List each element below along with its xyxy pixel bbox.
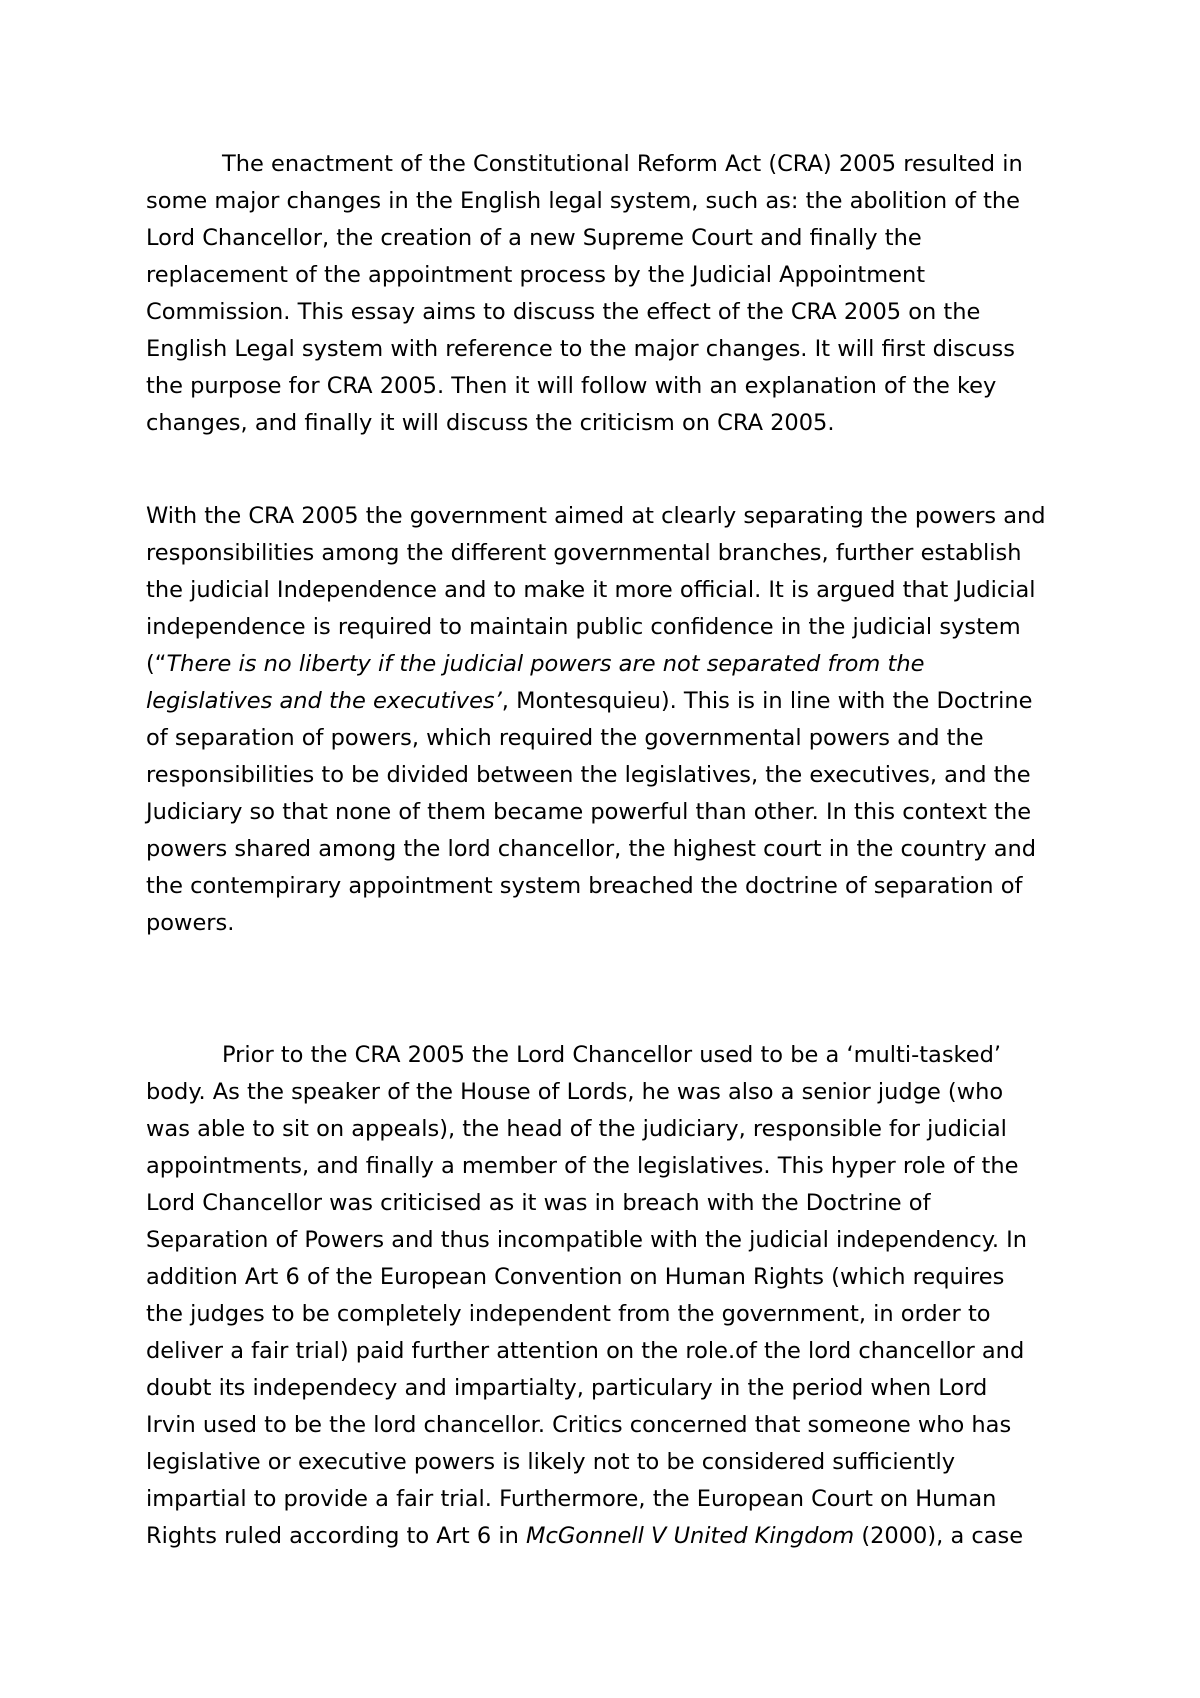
text-line: the purpose for CRA 2005. Then it will follow with an explanation of the key (146, 373, 997, 399)
text-line: doubt its independecy and impartialty, particulary in the period when Lord (146, 1375, 988, 1401)
text-line: the contempirary appointment system breached the doctrine of separation of (146, 873, 1023, 899)
text-line: some major changes in the English legal system, such as: the abolition of the (146, 188, 1020, 214)
text-line: addition Art 6 of the European Convention on Human Rights (which requires (146, 1264, 1005, 1290)
text-line: responsibilities to be divided between the legislatives, the executives, and the (146, 762, 1031, 788)
text-line: responsibilities among the different governmental branches, further establish (146, 540, 1022, 566)
text-line: The enactment of the Constitutional Reform Act (CRA) 2005 resulted in (222, 151, 1023, 177)
text-line: independence is required to maintain public confidence in the judicial system (146, 614, 1021, 640)
text-line: Irvin used to be the lord chancellor. Critics concerned that someone who has (146, 1412, 1012, 1438)
text-line: of separation of powers, which required the governmental powers and the (146, 725, 984, 751)
text-line: replacement of the appointment process by the Judicial Appointment (146, 262, 926, 288)
text-line: changes, and finally it will discuss the criticism on CRA 2005. (146, 410, 835, 436)
text-line: Separation of Powers and thus incompatible with the judicial independency. In (146, 1227, 1028, 1253)
text-line: powers. (146, 910, 235, 936)
text-run: Rights ruled according to Art 6 in (146, 1523, 527, 1549)
text-line: appointments, and finally a member of the legislatives. This hyper role of the (146, 1153, 1019, 1179)
text-line: English Legal system with reference to the major changes. It will first discuss (146, 336, 1015, 362)
text-line: Commission. This essay aims to discuss the effect of the CRA 2005 on the (146, 299, 981, 325)
montesquieu-quote-part-2: legislatives and the executives’ (146, 688, 502, 714)
text-run: (2000), a case (854, 1523, 1024, 1549)
text-line: impartial to provide a fair trial. Furthermore, the European Court on Human (146, 1486, 997, 1512)
text-line: the judicial Independence and to make it more official. It is argued that Judicial (146, 577, 1036, 603)
paragraph-introduction (146, 146, 1076, 442)
text-line (146, 683, 1076, 720)
text-line (146, 646, 1076, 683)
text-line: powers shared among the lord chancellor, the highest court in the country and (146, 836, 1037, 862)
text-line: Prior to the CRA 2005 the Lord Chancellor used to be a ‘multi-tasked’ (222, 1042, 1002, 1068)
text-line (146, 1518, 1076, 1555)
quote-open: (“ (146, 651, 167, 677)
quote-attribution: , Montesquieu). This is in line with the Doctrine (501, 688, 1033, 714)
text-line: With the CRA 2005 the government aimed at clearly separating the powers and (146, 503, 1046, 529)
case-name: McGonnell V United Kingdom (526, 1523, 855, 1549)
text-line: deliver a fair trial) paid further attention on the role.of the lord chancellor and (146, 1338, 1025, 1364)
text-line: Lord Chancellor was criticised as it was in breach with the Doctrine of (146, 1190, 931, 1216)
montesquieu-quote-part-1: There is no liberty if the judicial powers are not separated from the (166, 651, 925, 677)
text-line: legislative or executive powers is likely not to be considered sufficiently (146, 1449, 956, 1475)
text-line: body. As the speaker of the House of Lords, he was also a senior judge (who (146, 1079, 1004, 1105)
text-line: was able to sit on appeals), the head of the judiciary, responsible for judicial (146, 1116, 1007, 1142)
text-line: Judiciary so that none of them became powerful than other. In this context the (146, 799, 1032, 825)
paragraph-lord-chancellor (146, 1037, 1076, 1555)
paragraph-purpose (146, 498, 1076, 942)
text-line: the judges to be completely independent from the government, in order to (146, 1301, 991, 1327)
text-line: Lord Chancellor, the creation of a new Supreme Court and finally the (146, 225, 922, 251)
